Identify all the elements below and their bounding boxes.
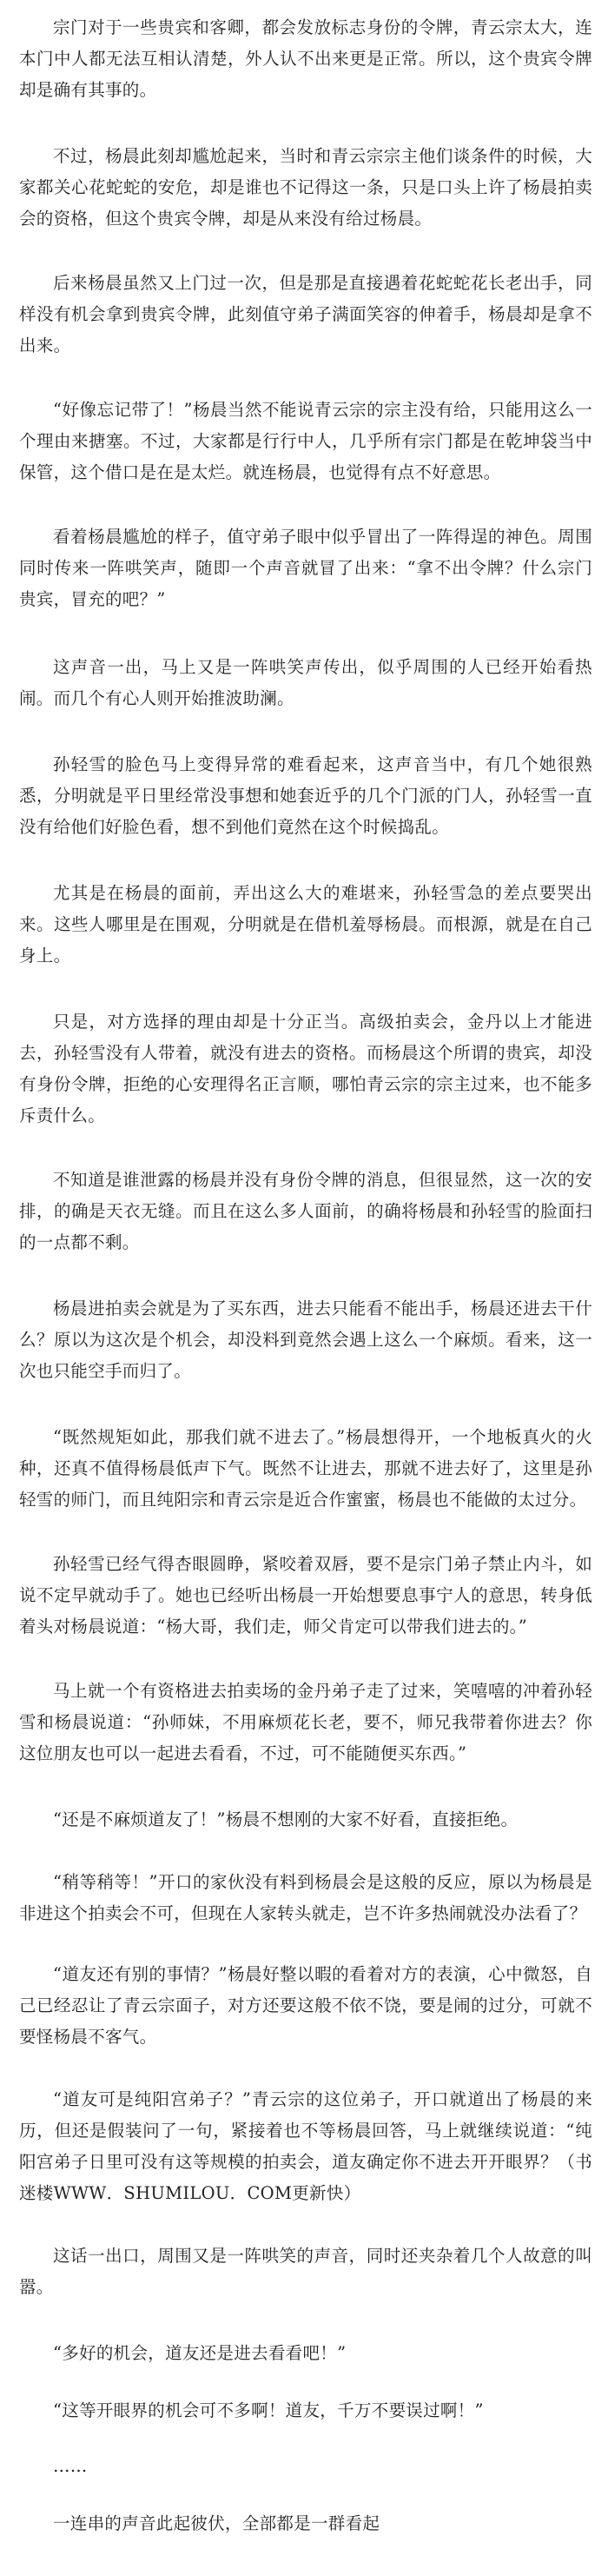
paragraph: “道友还有别的事情？”杨晨好整以暇的看着对方的表演，心中微怒，自己已经忍让了青云宗面子，对方还要这般不依不饶，要是闹的过分，可就不要怪杨晨不客气。 <box>19 1964 592 2047</box>
paragraph: 孙轻雪已经气得杏眼圆睁，紧咬着双唇，要不是宗门弟子禁止内斗，如说不定早就动手了。她也已经听出杨晨一开始想要息事宁人的意思，转身低着头对杨晨说道：“杨大哥，我们走，师父肯定可以带我们进去的。” <box>19 1554 592 1637</box>
paragraph: 不知道是谁泄露的杨晨并没有身份令牌的消息，但很显然，这一次的安排，的确是天衣无缝。而且在这么多人面前，的确将杨晨和孙轻雪的脸面扫的一点都不剩。 <box>19 1170 592 1252</box>
paragraph: 杨晨进拍卖会就是为了买东西，进去只能看不能出手，杨晨还进去干什么？原以为这次是个机会，却没料到竟然会遇上这么一个麻烦。看来，这一次也只能空手而归了。 <box>19 1298 592 1381</box>
paragraph: 只是，对方选择的理由却是十分正当。高级拍卖会，金丹以上才能进去，孙轻雪没有人带着，就没有进去的资格。而杨晨这个所谓的贵宾，却没有身份令牌，拒绝的心安理得名正言顺，哪怕青云宗的宗主过来，也不能多斥责什么。 <box>19 1012 592 1125</box>
paragraph: “既然规矩如此，那我们就不进去了。”杨晨想得开，一个地板真火的火种，还真不值得杨晨低声下气。既然不让进去，那就不进去好了，这里是孙轻雪的师门，而且纯阳宗和青云宗是近合作蜜蜜，杨晨也不能做的太过分。 <box>19 1427 592 1510</box>
novel-page <box>19 12 592 2576</box>
paragraph: 看着杨晨尴尬的样子，值守弟子眼中似乎冒出了一阵得逞的神色。周围同时传来一阵哄笑声，随即一个声音就冒了出来：“拿不出令牌？什么宗门贵宾，冒充的吧？” <box>19 527 592 609</box>
paragraph: “这等开眼界的机会可不多啊！道友，千万不要误过啊！” <box>53 2400 484 2420</box>
paragraph: “道友可是纯阳宫弟子？”青云宗的这位弟子，开口就道出了杨晨的来历，但还是假装问了一句，紧接着也不等杨晨回答，马上就继续说道：“纯阳宫弟子日里可没有这等规模的拍卖会，道友确定你不进去开开眼界？（书迷楼WWW．SHUMILOU．COM更新快） <box>19 2089 592 2203</box>
paragraph: 后来杨晨虽然又上门过一次，但是那是直接遇着花蛇蛇花长老出手，同样没有机会拿到贵宾令牌，此刻值守弟子满面笑容的伸着手，杨晨却是拿不出来。 <box>19 273 592 355</box>
paragraph: “稍等稍等！”开口的家伙没有料到杨晨会是这般的反应，原以为杨晨是非进这个拍卖会不可，但现在人家转头就走，岂不许多热闹就没办法看了？ <box>19 1872 592 1923</box>
paragraph: 马上就一个有资格进去拍卖场的金丹弟子走了过来，笑嘻嘻的冲着孙轻雪和杨晨说道：“孙师妹，不用麻烦花长老，要不，师兄我带着你进去？你这位朋友也可以一起进去看看，不过，可不能随便买东西。” <box>19 1681 592 1763</box>
paragraph: “还是不麻烦道友了！”杨晨不想刚的大家不好看，直接拒绝。 <box>53 1809 519 1829</box>
ellipsis-line: …… <box>53 2456 88 2476</box>
paragraph: 这话一出口，周围又是一阵哄笑的声音，同时还夹杂着几个人故意的叫嚣。 <box>19 2246 592 2297</box>
paragraph: 尤其是在杨晨的面前，弄出这么大的难堪来，孙轻雪急的差点要哭出来。这些人哪里是在围观，分明就是在借机羞辱杨晨。而根源，就是在自己身上。 <box>19 883 592 966</box>
paragraph: “好像忘记带了！”杨晨当然不能说青云宗的宗主没有给，只能用这么一个理由来搪塞。不过，大家都是行行中人，几乎所有宗门都是在乾坤袋当中保管，这个借口是在是太烂。就连杨晨，也觉得有点不好意思。 <box>19 400 592 482</box>
paragraph: 这声音一出，马上又是一阵哄笑声传出，似乎周围的人已经开始看热闹。而几个有心人则开始推波助澜。 <box>19 657 592 708</box>
paragraph: 孙轻雪的脸色马上变得异常的难看起来，这声音当中，有几个她很熟悉，分明就是平日里经常没事想和她套近乎的几个门派的门人，孙轻雪一直没有给他们好脸色看，想不到他们竟然在这个时候捣乱。 <box>19 754 592 837</box>
paragraph: “多好的机会，道友还是进去看看吧！” <box>53 2343 347 2363</box>
paragraph: 宗门对于一些贵宾和客卿，都会发放标志身份的令牌，青云宗太大，连本门中人都无法互相认清楚，外人认不出来更是正常。所以，这个贵宾令牌却是确有其事的。 <box>19 17 592 100</box>
paragraph: 不过，杨晨此刻却尴尬起来，当时和青云宗宗主他们谈条件的时候，大家都关心花蛇蛇的安危，却是谁也不记得这一条，只是口头上许了杨晨拍卖会的资格，但这个贵宾令牌，却是从来没有给过杨晨。 <box>19 146 592 229</box>
paragraph: 一连串的声音此起彼伏，全部都是一群看起 <box>53 2513 380 2533</box>
